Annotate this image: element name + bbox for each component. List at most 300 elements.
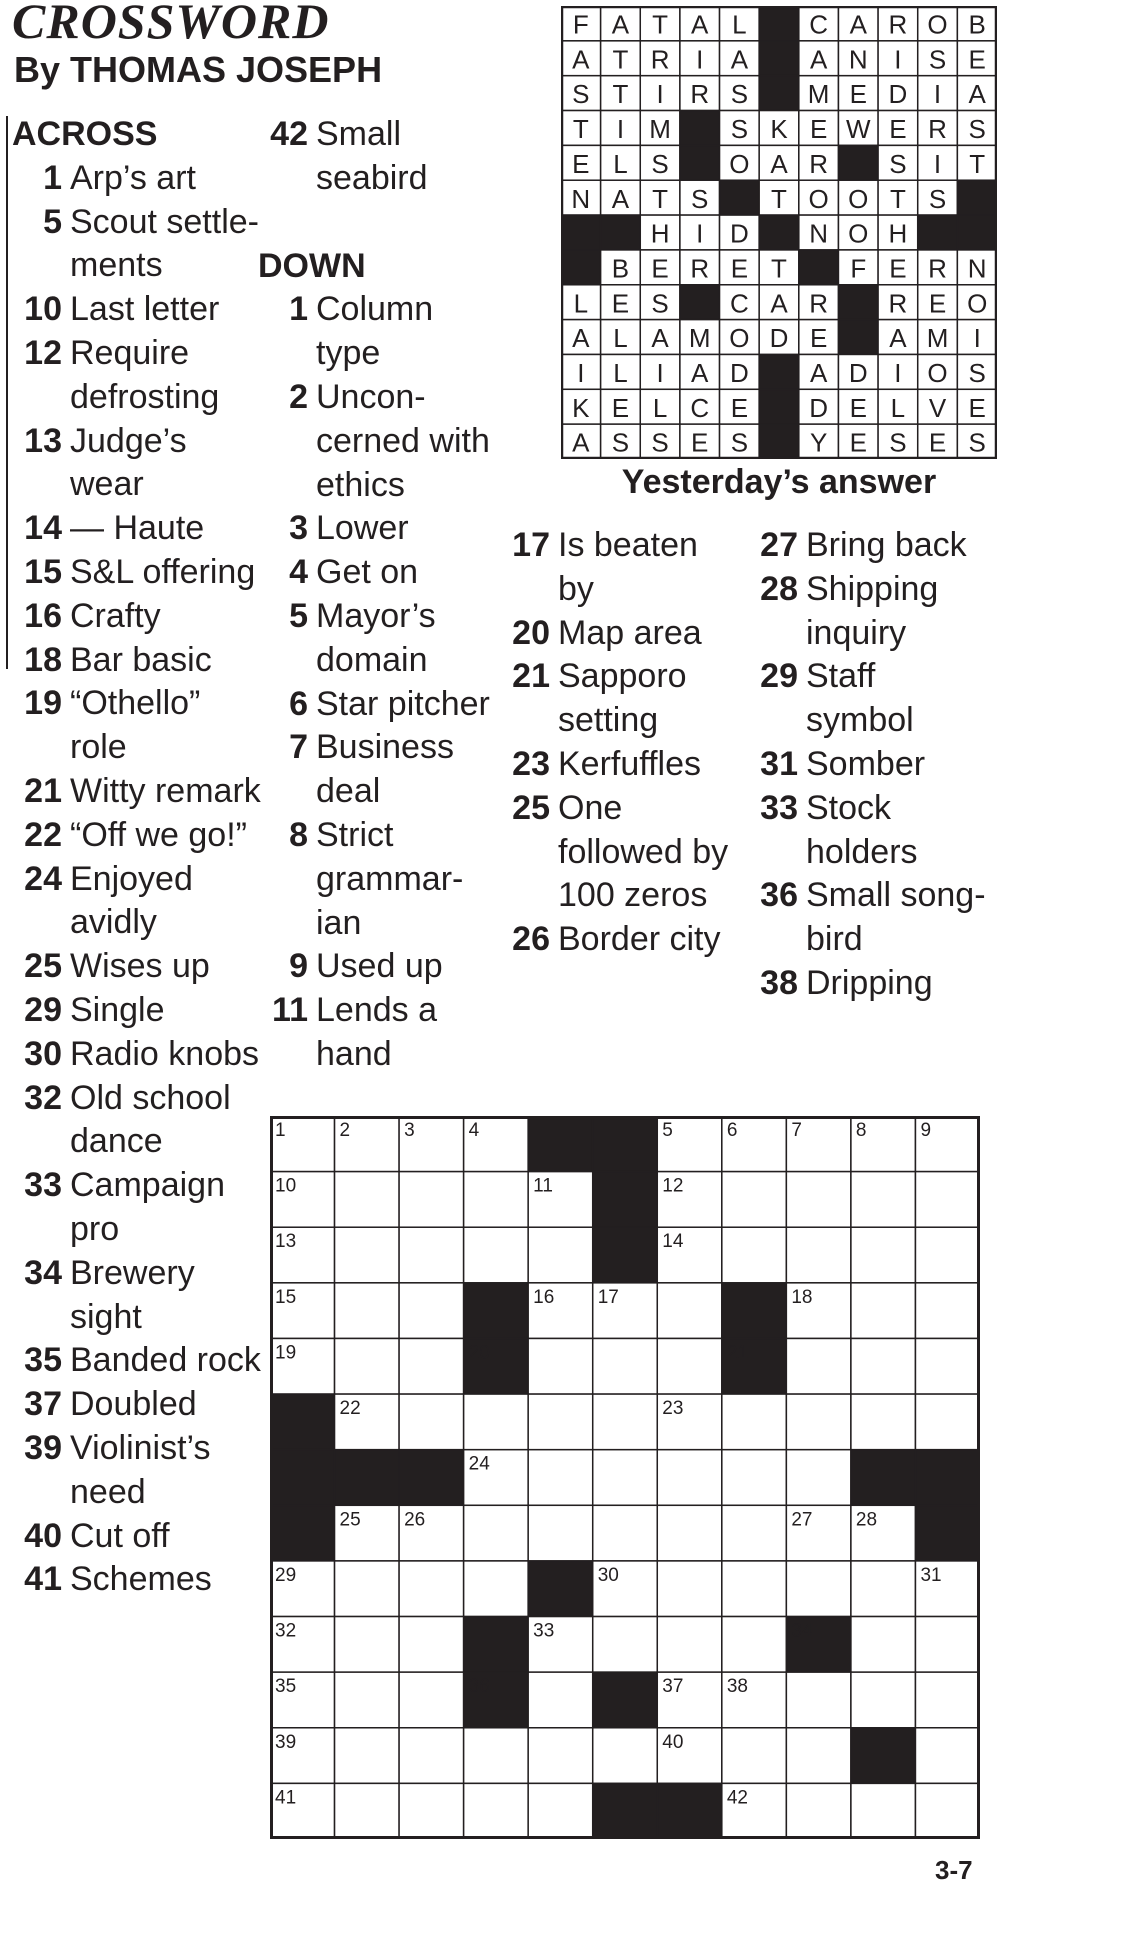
grid-cell[interactable]: [915, 1338, 980, 1394]
cell-number: 20: [468, 1342, 490, 1364]
clue-number: 1: [43, 158, 62, 197]
answer-letter: C: [729, 288, 749, 319]
grid-cell[interactable]: [915, 1283, 980, 1339]
clue-number: 26: [512, 920, 550, 959]
grid-cell[interactable]: [528, 1227, 593, 1283]
grid-cell[interactable]: [528, 1783, 593, 1839]
grid-cell[interactable]: [399, 1338, 464, 1394]
answer-letter: S: [968, 427, 986, 458]
cell-number: 35: [275, 1676, 297, 1698]
across-clue: [12, 945, 262, 989]
cell-number: 8: [855, 1120, 867, 1141]
answer-letter: R: [809, 288, 829, 319]
cell-number: 24: [468, 1453, 490, 1475]
clue-text: Somber: [806, 744, 926, 783]
grid-cell[interactable]: [851, 1672, 916, 1728]
answer-letter: R: [650, 44, 670, 75]
grid-cell[interactable]: [335, 1728, 400, 1784]
across-clue: [12, 858, 262, 946]
grid-cell[interactable]: [528, 1728, 593, 1784]
grid-cell[interactable]: [464, 1172, 529, 1228]
answer-black-square: [680, 111, 720, 146]
clue-text: Lends a hand: [316, 991, 437, 1073]
down-clue: [258, 814, 498, 945]
cell-number: 39: [275, 1731, 297, 1753]
grid-cell[interactable]: [722, 1450, 787, 1506]
clue-number: 3: [289, 509, 308, 548]
across-clue: [12, 1339, 262, 1383]
answer-letter: A: [572, 44, 590, 75]
grid-cell[interactable]: [851, 1338, 916, 1394]
clue-text: Judge’s wear: [70, 421, 187, 504]
clue-number: 27: [760, 526, 798, 564]
answer-black-square: [561, 215, 601, 250]
across-clue: [12, 682, 262, 770]
clue-number: 21: [512, 657, 550, 696]
answer-letter: S: [730, 79, 749, 110]
answer-letter: E: [928, 427, 947, 458]
answer-letter: A: [849, 9, 867, 40]
grid-cell[interactable]: [786, 1728, 851, 1784]
grid-cell[interactable]: [786, 1394, 851, 1450]
grid-cell[interactable]: [851, 1561, 916, 1617]
grid-cell[interactable]: [399, 1561, 464, 1617]
grid-cell[interactable]: [786, 1172, 851, 1228]
grid-cell[interactable]: [593, 1450, 658, 1506]
grid-cell[interactable]: [915, 1617, 980, 1673]
cell-number: 36: [468, 1676, 490, 1698]
grid-cell[interactable]: [722, 1728, 787, 1784]
across-clue: [12, 1033, 262, 1077]
cell-number: 6: [726, 1120, 738, 1141]
answer-black-square: [720, 180, 760, 215]
clue-text: — Haute: [70, 509, 205, 548]
left-rule-divider: [6, 116, 8, 669]
clue-number: 19: [24, 684, 62, 723]
answer-black-square: [838, 285, 878, 320]
grid-cell[interactable]: [335, 1561, 400, 1617]
answer-black-square: [680, 145, 720, 180]
answer-letter: I: [616, 114, 625, 145]
clue-number: 7: [289, 728, 308, 767]
across-clue: [12, 989, 262, 1033]
answer-letter: C: [809, 9, 829, 40]
clue-number: 24: [24, 859, 62, 898]
answer-letter: T: [612, 44, 629, 75]
down-clue: [258, 726, 498, 814]
grid-cell[interactable]: [399, 1728, 464, 1784]
answer-caption: Yesterday’s answer: [621, 463, 937, 501]
grid-cell[interactable]: [851, 1394, 916, 1450]
black-square: [915, 1505, 980, 1561]
grid-cell[interactable]: [786, 1561, 851, 1617]
grid-cell[interactable]: [528, 1450, 593, 1506]
grid-cell[interactable]: [528, 1338, 593, 1394]
answer-letter: E: [849, 392, 867, 423]
answer-letter: I: [894, 44, 902, 75]
clue-number: 25: [24, 947, 62, 986]
answer-letter: F: [850, 253, 867, 284]
answer-letter: O: [848, 218, 869, 249]
cell-number: 34: [791, 1620, 813, 1642]
answer-letter: S: [889, 148, 907, 179]
black-square: [399, 1450, 464, 1506]
answer-letter: A: [730, 44, 749, 75]
down-clue: [748, 787, 988, 875]
cell-number: 1: [275, 1120, 286, 1141]
clue-number: 6: [289, 684, 308, 723]
cell-number: 23: [662, 1398, 684, 1420]
crossword-grid: [270, 1116, 980, 1839]
grid-cell[interactable]: [786, 1672, 851, 1728]
answer-letter: Y: [809, 427, 828, 458]
grid-cell[interactable]: [915, 1672, 980, 1728]
grid-cell[interactable]: [399, 1783, 464, 1839]
across-clue: [12, 595, 262, 639]
grid-cell[interactable]: [464, 1505, 529, 1561]
cell-number: 37: [662, 1676, 684, 1698]
answer-letter: E: [809, 114, 828, 145]
clue-number: 12: [24, 333, 62, 372]
clue-text: Witty remark: [70, 771, 261, 810]
across-clue: [12, 507, 262, 551]
answer-black-square: [918, 215, 958, 250]
grid-cell[interactable]: [722, 1227, 787, 1283]
clue-number: 29: [24, 990, 62, 1029]
clue-text: Mayor’s domain: [316, 596, 436, 679]
black-square: [722, 1283, 787, 1339]
grid-cell[interactable]: [851, 1172, 916, 1228]
down-clue: [258, 683, 498, 727]
answer-letter: S: [730, 427, 749, 458]
grid-cell[interactable]: [335, 1227, 400, 1283]
clue-text: Wises up: [70, 947, 210, 986]
cell-number: 41: [275, 1787, 297, 1809]
yesterday-answer-grid: [561, 6, 997, 459]
answer-letter: N: [571, 183, 591, 214]
section-heading: ACROSS: [12, 115, 158, 153]
grid-cell[interactable]: [399, 1617, 464, 1673]
across-clue: [258, 113, 498, 201]
clue-text: Map area: [558, 613, 702, 652]
answer-letter: A: [572, 427, 590, 458]
across-clue: [12, 1383, 262, 1427]
answer-letter: H: [650, 218, 670, 249]
grid-cell[interactable]: [657, 1505, 722, 1561]
cell-number: 29: [275, 1564, 297, 1586]
answer-letter: A: [770, 288, 788, 319]
answer-black-square: [759, 215, 799, 250]
grid-cell[interactable]: [722, 1561, 787, 1617]
clue-text: Brewery sight: [70, 1253, 195, 1336]
grid-cell[interactable]: [464, 1561, 529, 1617]
grid-cell[interactable]: [528, 1394, 593, 1450]
across-clue: [12, 770, 262, 814]
across-clue: [12, 814, 262, 858]
answer-letter: S: [928, 44, 947, 75]
grid-cell[interactable]: [657, 1617, 722, 1673]
answer-letter: R: [690, 79, 710, 110]
answer-letter: W: [845, 114, 871, 145]
answer-letter: E: [611, 392, 630, 423]
grid-cell[interactable]: [722, 1505, 787, 1561]
grid-cell[interactable]: [335, 1783, 400, 1839]
answer-letter: I: [656, 357, 664, 388]
grid-cell[interactable]: [786, 1338, 851, 1394]
black-square: [915, 1450, 980, 1506]
clue-text: Violinist’s need: [70, 1428, 211, 1511]
answer-letter: K: [770, 114, 788, 145]
answer-letter: R: [928, 114, 947, 145]
grid-cell[interactable]: [335, 1172, 400, 1228]
clue-number: 35: [24, 1341, 62, 1380]
answer-letter: I: [973, 323, 981, 354]
grid-cell[interactable]: [593, 1338, 658, 1394]
grid-cell[interactable]: [399, 1172, 464, 1228]
black-square: [593, 1116, 658, 1172]
answer-black-square: [680, 285, 720, 320]
clue-text: Banded rock: [70, 1341, 261, 1380]
clue-text: Is beaten by: [558, 526, 698, 608]
grid-cell[interactable]: [915, 1227, 980, 1283]
clue-text: One followed by 100 zeros: [558, 788, 729, 915]
answer-letter: I: [894, 357, 902, 388]
grid-cell[interactable]: [722, 1617, 787, 1673]
answer-letter: S: [691, 183, 709, 214]
answer-letter: A: [809, 357, 828, 388]
clue-number: 38: [760, 963, 798, 1002]
clue-number: 40: [24, 1516, 62, 1555]
down-column-2: [500, 524, 740, 962]
grid-cell[interactable]: [786, 1227, 851, 1283]
black-square: [657, 1783, 722, 1839]
clue-text: Kerfuffles: [558, 744, 702, 783]
clue-text: Old school dance: [70, 1078, 231, 1161]
down-column-1: [258, 113, 498, 1077]
clue-text: “Othello” role: [70, 684, 201, 767]
cell-number: 27: [791, 1509, 813, 1531]
answer-letter: R: [888, 288, 908, 319]
answer-letter: S: [651, 288, 669, 319]
grid-cell[interactable]: [657, 1338, 722, 1394]
across-clue: [12, 201, 262, 289]
grid-cell[interactable]: [851, 1617, 916, 1673]
grid-cell[interactable]: [335, 1338, 400, 1394]
across-clue: [12, 420, 262, 508]
clue-number: 22: [24, 815, 62, 854]
clue-text: Schemes: [70, 1560, 212, 1599]
clue-text: Strict grammar- ian: [316, 815, 464, 942]
answer-letter: A: [611, 183, 630, 214]
clue-number: 14: [24, 509, 62, 548]
answer-letter: T: [771, 253, 787, 284]
grid-cell[interactable]: [915, 1394, 980, 1450]
clue-number: 33: [24, 1166, 62, 1205]
grid-cell[interactable]: [593, 1617, 658, 1673]
answer-letter: A: [691, 9, 709, 40]
clue-number: 33: [760, 788, 798, 827]
answer-letter: E: [730, 253, 749, 284]
grid-cell[interactable]: [851, 1783, 916, 1839]
cell-number: 14: [662, 1231, 684, 1253]
grid-cell[interactable]: [399, 1227, 464, 1283]
clue-number: 13: [24, 421, 62, 460]
clue-text: Stock holders: [806, 788, 918, 871]
down-clue: [500, 743, 740, 787]
answer-letter: L: [732, 9, 747, 40]
clue-number: 18: [24, 640, 62, 679]
answer-black-square: [838, 320, 878, 355]
black-square: [464, 1617, 529, 1673]
answer-letter: D: [769, 323, 789, 354]
grid-cell[interactable]: [657, 1561, 722, 1617]
answer-letter: B: [611, 253, 630, 284]
grid-cell[interactable]: [786, 1450, 851, 1506]
grid-cell[interactable]: [786, 1783, 851, 1839]
answer-black-square: [759, 6, 799, 41]
down-clue: [748, 962, 988, 1006]
across-clue: [12, 1515, 262, 1559]
answer-letter: S: [928, 183, 947, 214]
clue-text: Cut off: [70, 1516, 170, 1555]
answer-letter: E: [809, 323, 828, 354]
down-clue: [258, 376, 498, 507]
grid-cell[interactable]: [399, 1394, 464, 1450]
clue-text: Doubled: [70, 1385, 197, 1424]
down-clue: [748, 743, 988, 787]
black-square: [851, 1728, 916, 1784]
cell-number: 21: [726, 1342, 748, 1364]
grid-cell[interactable]: [464, 1783, 529, 1839]
cell-number: 4: [468, 1120, 480, 1141]
answer-letter: M: [926, 323, 949, 354]
grid-cell[interactable]: [657, 1450, 722, 1506]
grid-cell[interactable]: [464, 1227, 529, 1283]
answer-black-square: [957, 215, 997, 250]
clue-number: 16: [24, 596, 62, 635]
black-square: [270, 1394, 335, 1450]
clue-number: 25: [512, 788, 550, 827]
byline: By THOMAS JOSEPH: [14, 49, 383, 90]
black-square: [593, 1172, 658, 1228]
section-heading: DOWN: [258, 246, 366, 285]
across-clue: [12, 288, 262, 332]
across-clue: [12, 1558, 262, 1602]
black-square: [593, 1783, 658, 1839]
answer-letter: E: [849, 427, 867, 458]
grid-cell[interactable]: [528, 1505, 593, 1561]
answer-letter: C: [690, 392, 710, 423]
answer-letter: I: [696, 218, 704, 249]
grid-cell[interactable]: [593, 1728, 658, 1784]
clue-number: 11: [272, 991, 308, 1030]
clue-number: 39: [24, 1428, 62, 1467]
grid-cell[interactable]: [722, 1394, 787, 1450]
answer-letter: E: [928, 288, 947, 319]
grid-cell[interactable]: [657, 1283, 722, 1339]
answer-letter: O: [729, 148, 750, 179]
answer-letter: T: [572, 114, 589, 145]
cell-number: 22: [339, 1398, 361, 1420]
grid-cell[interactable]: [399, 1672, 464, 1728]
cell-number: 2: [339, 1120, 351, 1141]
clue-text: Column type: [316, 290, 434, 373]
cell-number: 9: [920, 1120, 932, 1141]
down-clue: [258, 507, 498, 551]
answer-letter: A: [889, 323, 907, 354]
grid-cell[interactable]: [593, 1394, 658, 1450]
answer-black-square: [799, 250, 839, 285]
answer-letter: M: [807, 79, 830, 110]
grid-cell[interactable]: [528, 1672, 593, 1728]
grid-cell[interactable]: [593, 1505, 658, 1561]
grid-cell[interactable]: [915, 1783, 980, 1839]
cell-number: 13: [275, 1231, 297, 1253]
clue-text: Dripping: [806, 963, 933, 1002]
grid-cell[interactable]: [399, 1283, 464, 1339]
clue-number: 32: [24, 1078, 62, 1117]
down-clue: [258, 989, 498, 1077]
grid-cell[interactable]: [335, 1617, 400, 1673]
clue-text: Enjoyed avidly: [70, 859, 193, 942]
answer-letter: L: [573, 288, 589, 319]
clue-number: 29: [760, 657, 798, 696]
answer-letter: S: [968, 357, 986, 388]
grid-cell[interactable]: [915, 1172, 980, 1228]
black-square: [851, 1450, 916, 1506]
answer-letter: F: [572, 9, 589, 40]
answer-black-square: [759, 389, 799, 424]
grid-cell[interactable]: [335, 1672, 400, 1728]
clue-text: Business deal: [316, 728, 454, 811]
down-clue: [258, 595, 498, 683]
grid-cell[interactable]: [851, 1227, 916, 1283]
answer-letter: O: [967, 288, 988, 319]
answer-letter: N: [848, 44, 868, 75]
answer-letter: R: [809, 148, 829, 179]
answer-letter: D: [888, 79, 908, 110]
across-clue: [12, 1252, 262, 1340]
grid-cell[interactable]: [851, 1283, 916, 1339]
cell-number: 11: [533, 1175, 553, 1197]
grid-cell[interactable]: [464, 1394, 529, 1450]
across-clue: [12, 332, 262, 420]
grid-cell[interactable]: [335, 1283, 400, 1339]
grid-cell[interactable]: [464, 1728, 529, 1784]
answer-letter: E: [691, 427, 709, 458]
clue-text: “Off we go!”: [70, 815, 247, 854]
cell-number: 25: [339, 1509, 361, 1531]
answer-letter: S: [651, 427, 669, 458]
clue-text: S&L offering: [70, 552, 256, 591]
clue-text: Uncon- cerned with ethics: [316, 377, 490, 504]
clue-text: Campaign pro: [70, 1166, 225, 1248]
clue-text: Arp’s art: [70, 158, 196, 197]
clue-number: 41: [24, 1560, 62, 1599]
cell-number: 31: [920, 1564, 942, 1586]
grid-cell[interactable]: [915, 1728, 980, 1784]
answer-letter: I: [696, 44, 704, 75]
grid-cell[interactable]: [722, 1172, 787, 1228]
cell-number: 12: [662, 1175, 684, 1197]
black-square: [528, 1561, 593, 1617]
answer-letter: D: [848, 357, 868, 388]
answer-letter: N: [967, 253, 987, 284]
down-clue: [500, 787, 740, 918]
answer-letter: T: [652, 183, 669, 214]
answer-letter: T: [652, 9, 669, 40]
answer-letter: D: [809, 392, 829, 423]
